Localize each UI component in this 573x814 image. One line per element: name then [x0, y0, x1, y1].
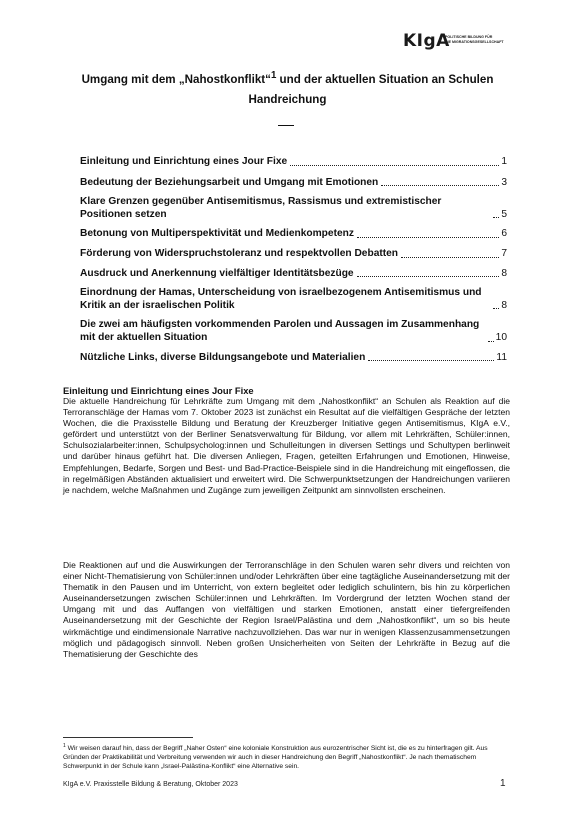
toc-dot-leader: [357, 237, 499, 238]
document-title: [40, 70, 535, 86]
toc-entry[interactable]: [80, 177, 507, 190]
toc-entry-page: 8: [501, 267, 507, 279]
toc-entry-page: 5: [501, 208, 507, 220]
table-of-contents: [80, 156, 507, 364]
toc-entry[interactable]: [80, 287, 507, 312]
toc-dot-leader: [357, 276, 500, 277]
logo-tagline: [445, 35, 504, 45]
toc-entry-title: Einleitung und Einrichtung eines Jour Fixe: [80, 156, 288, 167]
toc-entry-title: Die zwei am häufigsten vorkommenden Parolen und Aussagen im Zusammenhang mit der aktuellen Situation: [80, 319, 480, 343]
document-title-part1: Umgang mit dem „Nahostkonflikt“: [81, 72, 271, 86]
toc-entry[interactable]: [80, 319, 507, 344]
toc-entry-title: Einordnung der Hamas, Unterscheidung von israelbezogenem Antisemitismus und Kritik an der israelischen Politik: [80, 287, 482, 311]
toc-entry[interactable]: [80, 196, 507, 221]
logo-tagline-line2: DIE MIGRATIONSGESELLSCHAFT: [445, 40, 504, 44]
section-heading: Einleitung und Einrichtung eines Jour Fixe: [63, 385, 254, 396]
footnote-text: Wir weisen darauf hin, dass der Begriff „Naher Osten“ eine koloniale Konstruktion aus eurozentrischer Sicht ist, die es zu hinterfragen gilt. Aus Gründen der Praktikabilität und Verbreitung verwenden wir auch in dieser Handreichung den Begriff „Nahostkonflikt“. Je nach thematischem Schwerpunkt in der Schule kann „Israel-Palästina-Konflikt“ eine Alternative sein.: [63, 745, 488, 771]
logo-mark: KIgA: [403, 31, 450, 51]
toc-entry-page: 3: [501, 176, 507, 188]
footnote-mark: 1: [63, 743, 66, 749]
toc-dot-leader: [290, 165, 499, 166]
toc-entry-page: 8: [501, 299, 507, 311]
toc-entry[interactable]: [80, 228, 507, 241]
kiga-logo: [403, 31, 553, 53]
page-number: 1: [500, 778, 506, 789]
toc-entry-title: Förderung von Widerspruchstoleranz und respektvollen Debatten: [80, 247, 399, 259]
body-paragraph: Die aktuelle Handreichung für Lehrkräfte zum Umgang mit dem „Nahostkonflikt“ an Schulen als Reaktion auf die Terroranschläge der Hamas vom 7. Oktober 2023 ist zunächst ein Resultat auf die vielfältigen Gespräche der letzten Wochen, die die Praxisstelle Bildung und Beratung der Kreuzberger Initiative gegen Antisemitismus, KIgA e.V., gefördert und unterstützt von der Berliner Senatsverwaltung für Bildung, vor allem mit Lehrkräften, Schüler:innen, Schulsozialarbeiter:innen, Schulpsycholog:innen und Schulleitungen in diversen Settings und Schultypen berlinweit und darüber hinaus geführt hat. Die diversen Anliegen, Fragen, geteilten Erfahrungen und Emotionen, Hinweise, Empfehlungen, Bedarfe, Sorgen und Best- und Bad-Practice-Beispiele sind in die Handreichung mit eingeflossen, die in regelmäßigen Abständen aktualisiert und erweitert wird. Die Schwerpunktsetzungen der Handreichungen variieren je nachdem, welche Maßnahmen und Zugänge zum jeweiligen Zeitpunkt am sinnvollsten erscheinen.: [63, 396, 510, 495]
toc-entry-title: Ausdruck und Anerkennung vielfältiger Identitätsbezüge: [80, 267, 354, 279]
toc-entry-title: Bedeutung der Beziehungsarbeit und Umgang mit Emotionen: [80, 176, 379, 188]
footnote: [63, 742, 510, 771]
title-divider: [278, 125, 294, 126]
toc-entry-page: 11: [496, 351, 507, 363]
toc-entry-title: Nützliche Links, diverse Bildungsangebote und Materialien: [80, 351, 366, 363]
body-paragraph: Die Reaktionen auf und die Auswirkungen der Terroranschläge in den Schulen waren sehr divers und reichten von einer Nicht-Thematisierung von Schüler:innen und/oder Lehrkräften über eine tagtägliche Auseinandersetzung mit der Thematik in den Pausen und im Unterricht, von extern begleitet oder lediglich schulintern, bis hin zu körperlichen Auseinandersetzungen zwischen Schüler:innen und Lehrkräften. Im Vordergrund der letzten Wochen stand der Umgang mit und das Auffangen von vielfältigen und starken Emotionen, anstatt einer tiefergreifenden Auseinandersetzung mit der Geschichte der Region Israel/Palästina und dem „Nahostkonflikt“, um so bis heute wirkmächtige und eindimensionale Narrative nachzuvollziehen. Das war nur in wenigen Klassenzusammensetzungen möglich und pädagogisch sinnvoll. Neben großen Unsicherheiten von Seiten der Lehrkräfte in Bezug auf die Thematisierung der Geschichte des: [63, 560, 510, 659]
toc-entry-page: 1: [501, 156, 507, 167]
page-footer: KIgA e.V. Praxisstelle Bildung & Beratung, Oktober 2023: [63, 781, 238, 788]
toc-entry-title: Betonung von Multiperspektivität und Medienkompetenz: [80, 228, 354, 240]
toc-entry[interactable]: [80, 156, 507, 169]
toc-dot-leader: [368, 360, 494, 361]
toc-dot-leader: [493, 217, 499, 218]
footnote-reference[interactable]: 1: [270, 70, 277, 81]
toc-entry-page: 6: [501, 228, 507, 240]
toc-entry-page: 10: [495, 331, 507, 343]
footnote-separator: [63, 737, 193, 738]
toc-entry-page: 7: [501, 247, 507, 259]
toc-dot-leader: [381, 185, 499, 186]
toc-dot-leader: [488, 341, 494, 342]
document-subtitle: Handreichung: [248, 93, 327, 106]
document-title-part2: und der aktuellen Situation an Schulen: [276, 72, 494, 86]
toc-entry-title: Klare Grenzen gegenüber Antisemitismus, Rassismus und extremistischer Positionen setzen: [80, 196, 442, 220]
logo-tagline-line1: POLITISCHE BILDUNG FÜR: [445, 35, 493, 39]
toc-dot-leader: [493, 308, 499, 309]
toc-dot-leader: [401, 257, 499, 258]
toc-entry[interactable]: [80, 268, 507, 281]
toc-entry[interactable]: [80, 352, 507, 365]
toc-entry[interactable]: [80, 248, 507, 261]
